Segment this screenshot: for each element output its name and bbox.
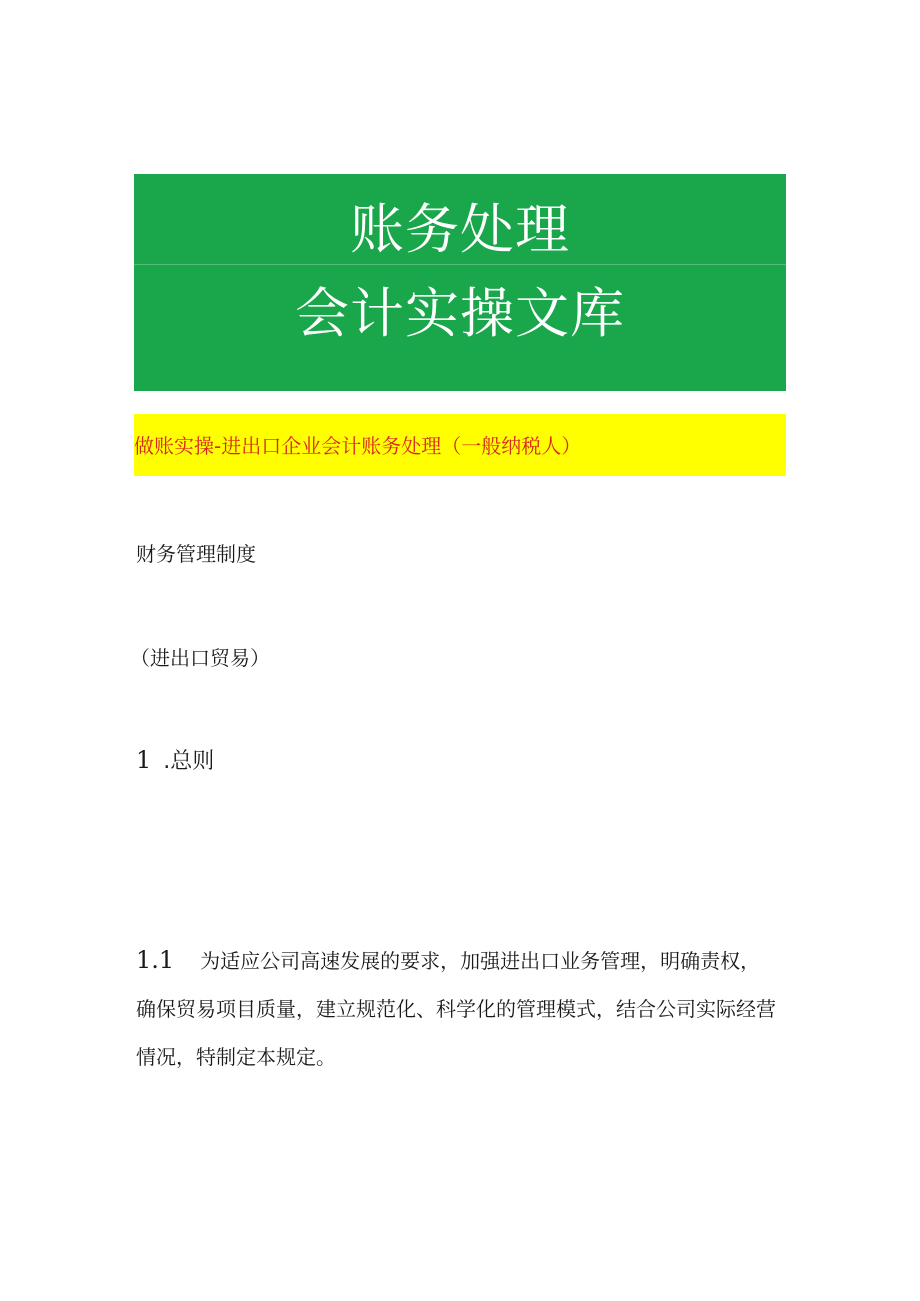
section-title: .总则 (163, 749, 215, 774)
doc-heading-management: 财务管理制度 (136, 542, 256, 566)
doc-heading-trade: （进出口贸易） (130, 646, 270, 670)
subtitle-text: 做账实操-进出口企业会计账务处理（一般纳税人） (134, 434, 582, 458)
subtitle-bar (134, 414, 786, 476)
banner-title-line2: 会计实操文库 (295, 282, 625, 345)
banner-title-line1: 账务处理 (350, 198, 570, 261)
clause-number: 1.1 (136, 946, 175, 974)
clause-1-1 (136, 936, 776, 1081)
clause-text: 为适应公司高速发展的要求，加强进出口业务管理，明确责权，确保贸易项目质量，建立规范化、科学化的管理模式，结合公司实际经营情况，特制定本规定。 (136, 949, 776, 1069)
section-general (136, 748, 214, 773)
banner-divider (134, 264, 786, 265)
section-number: 1 (136, 746, 152, 774)
